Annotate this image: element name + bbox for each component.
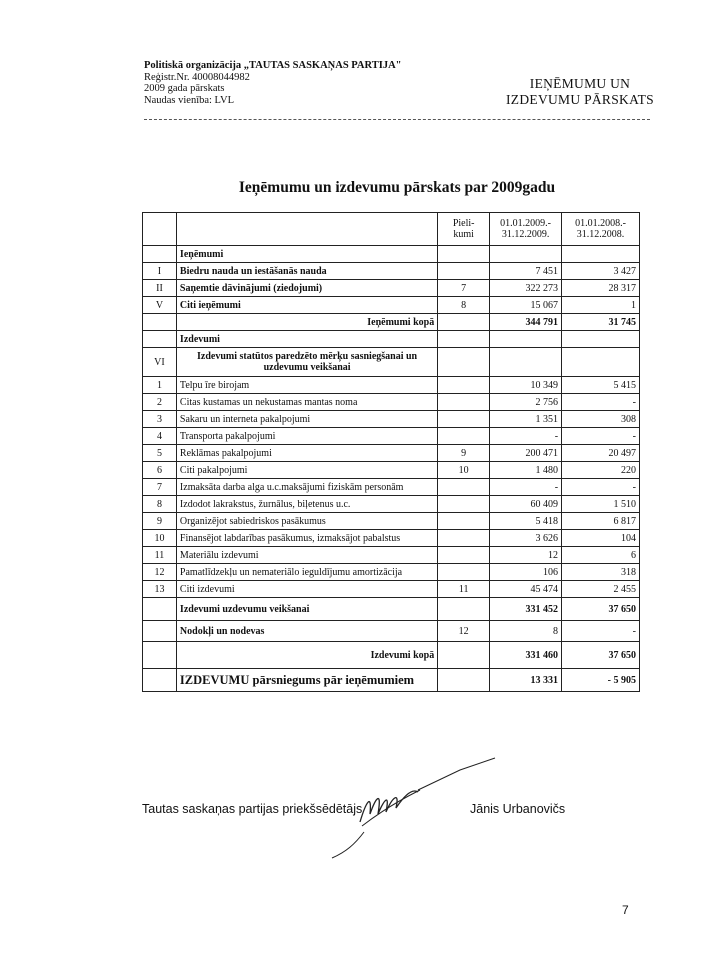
page-title: Ieņēmumu un izdevumu pārskats par 2009gadu	[238, 179, 556, 196]
row-number: 5	[143, 445, 177, 462]
table-row	[143, 428, 640, 445]
row-value-2008: 6 817	[562, 513, 640, 530]
row-note	[438, 669, 490, 692]
row-note	[438, 479, 490, 496]
row-value-2008: 5 415	[562, 377, 640, 394]
row-number: 6	[143, 462, 177, 479]
row-number: VI	[143, 348, 177, 377]
row-number: 7	[143, 479, 177, 496]
table-row	[143, 445, 640, 462]
row-value-2009: 322 273	[490, 280, 562, 297]
row-value-2009: 331 452	[490, 598, 562, 621]
row-value-2009: 1 351	[490, 411, 562, 428]
table-row	[143, 564, 640, 581]
row-value-2009: 1 480	[490, 462, 562, 479]
row-label: Transporta pakalpojumi	[176, 428, 437, 445]
row-value-2008: -	[562, 394, 640, 411]
row-label: Biedru nauda un iestāšanās nauda	[176, 263, 437, 280]
row-value-2009: 7 451	[490, 263, 562, 280]
row-note	[438, 331, 490, 348]
row-note	[438, 564, 490, 581]
row-note	[438, 348, 490, 377]
row-note	[438, 530, 490, 547]
row-value-2009: -	[490, 428, 562, 445]
row-value-2008: 1 510	[562, 496, 640, 513]
row-label: Sakaru un interneta pakalpojumi	[176, 411, 437, 428]
row-note	[438, 598, 490, 621]
row-value-2009: 13 331	[490, 669, 562, 692]
row-number: 8	[143, 496, 177, 513]
table-row	[143, 479, 640, 496]
table-row	[143, 496, 640, 513]
row-value-2008	[562, 246, 640, 263]
page-number: 7	[622, 903, 629, 917]
row-label: Citas kustamas un nekustamas mantas noma	[176, 394, 437, 411]
row-value-2008: 2 455	[562, 581, 640, 598]
row-number: 12	[143, 564, 177, 581]
row-note	[438, 314, 490, 331]
row-value-2008: 6	[562, 547, 640, 564]
row-note	[438, 246, 490, 263]
row-label: Izdevumi	[176, 331, 437, 348]
row-number	[143, 314, 177, 331]
row-value-2009: 344 791	[490, 314, 562, 331]
row-number: 11	[143, 547, 177, 564]
table-row	[143, 530, 640, 547]
row-value-2008: 104	[562, 530, 640, 547]
table-row	[143, 263, 640, 280]
row-label: Pamatlīdzekļu un nemateriālo ieguldījumu amortizācija	[176, 564, 437, 581]
table-row	[143, 331, 640, 348]
row-number: 9	[143, 513, 177, 530]
table-row	[143, 280, 640, 297]
row-number: 10	[143, 530, 177, 547]
row-label: Materiālu izdevumi	[176, 547, 437, 564]
row-note: 7	[438, 280, 490, 297]
row-value-2009: 15 067	[490, 297, 562, 314]
table-header-row	[143, 213, 640, 246]
row-label: Telpu īre birojam	[176, 377, 437, 394]
row-value-2008: 318	[562, 564, 640, 581]
row-label: Finansējot labdarības pasākumus, izmaksājot pabalstus	[176, 530, 437, 547]
row-number: 3	[143, 411, 177, 428]
row-note	[438, 263, 490, 280]
row-note: 9	[438, 445, 490, 462]
row-note	[438, 411, 490, 428]
row-note	[438, 428, 490, 445]
row-label: Citi pakalpojumi	[176, 462, 437, 479]
table-row	[143, 513, 640, 530]
financial-table	[142, 212, 640, 692]
row-note: 8	[438, 297, 490, 314]
table-row	[143, 669, 640, 692]
report-year: 2009 gada pārskats	[144, 83, 225, 94]
row-note	[438, 496, 490, 513]
row-note: 12	[438, 621, 490, 642]
signature-label: Tautas saskaņas partijas priekšsēdētājs	[142, 802, 363, 816]
table-row	[143, 246, 640, 263]
currency: Naudas vienība: LVL	[144, 94, 235, 106]
header-cell-empty	[143, 213, 177, 246]
row-number: 2	[143, 394, 177, 411]
row-label: Izdevumi kopā	[176, 642, 437, 669]
row-label: Izdevumi statūtos paredzēto mērķu sasniegšanai un uzdevumu veikšanai	[176, 348, 437, 377]
col-2008-header: 01.01.2008.- 31.12.2008.	[562, 213, 640, 246]
row-value-2009: 331 460	[490, 642, 562, 669]
row-value-2009: 3 626	[490, 530, 562, 547]
table-row	[143, 462, 640, 479]
row-number	[143, 246, 177, 263]
table-row	[143, 348, 640, 377]
row-note	[438, 642, 490, 669]
row-value-2009: 106	[490, 564, 562, 581]
row-label: Citi ieņēmumi	[176, 297, 437, 314]
row-note: 10	[438, 462, 490, 479]
row-label: Izdodot lakrakstus, žurnālus, biļetenus u.c.	[176, 496, 437, 513]
row-value-2008	[562, 331, 640, 348]
row-value-2008: -	[562, 428, 640, 445]
row-value-2009: -	[490, 479, 562, 496]
row-note	[438, 547, 490, 564]
row-value-2009: 12	[490, 547, 562, 564]
row-value-2008	[562, 348, 640, 377]
table-row	[143, 598, 640, 621]
header-cell-empty	[176, 213, 437, 246]
row-label: Ieņēmumi	[176, 246, 437, 263]
row-label: IZDEVUMU pārsniegums pār ieņēmumiem	[176, 669, 437, 692]
row-note: 11	[438, 581, 490, 598]
table-row	[143, 314, 640, 331]
row-number: II	[143, 280, 177, 297]
row-number: 1	[143, 377, 177, 394]
row-label: Citi izdevumi	[176, 581, 437, 598]
row-value-2008: 308	[562, 411, 640, 428]
table-row	[143, 394, 640, 411]
row-label: Nodokļi un nodevas	[176, 621, 437, 642]
row-note	[438, 394, 490, 411]
row-number: 13	[143, 581, 177, 598]
row-value-2008: 220	[562, 462, 640, 479]
row-value-2009: 2 756	[490, 394, 562, 411]
table-row	[143, 297, 640, 314]
row-label: Izmaksāta darba alga u.c.maksājumi fiziskām personām	[176, 479, 437, 496]
table-row	[143, 581, 640, 598]
row-number: I	[143, 263, 177, 280]
row-value-2009	[490, 348, 562, 377]
row-number	[143, 642, 177, 669]
org-name: Politiskā organizācija „TAUTAS SASKAŅAS PARTIJA"	[144, 60, 402, 71]
row-value-2009: 60 409	[490, 496, 562, 513]
signatory-name: Jānis Urbanovičs	[470, 802, 566, 816]
row-value-2008: 28 317	[562, 280, 640, 297]
row-value-2009: 10 349	[490, 377, 562, 394]
report-type	[480, 76, 680, 108]
row-number: V	[143, 297, 177, 314]
row-number	[143, 331, 177, 348]
row-value-2008: 3 427	[562, 263, 640, 280]
row-value-2009: 200 471	[490, 445, 562, 462]
row-value-2008: 37 650	[562, 642, 640, 669]
row-value-2009	[490, 246, 562, 263]
row-value-2008: 37 650	[562, 598, 640, 621]
row-value-2008: - 5 905	[562, 669, 640, 692]
reg-number: Reģistr.Nr. 40008044982	[144, 71, 250, 83]
header-left	[144, 60, 401, 106]
row-label: Reklāmas pakalpojumi	[176, 445, 437, 462]
row-number	[143, 598, 177, 621]
row-value-2009: 5 418	[490, 513, 562, 530]
header-divider	[144, 119, 650, 120]
table-row	[143, 411, 640, 428]
row-label: Izdevumi uzdevumu veikšanai	[176, 598, 437, 621]
row-label: Organizējot sabiedriskos pasākumus	[176, 513, 437, 530]
table-row	[143, 642, 640, 669]
row-note	[438, 377, 490, 394]
row-value-2008: 31 745	[562, 314, 640, 331]
table-row	[143, 547, 640, 564]
table-row	[143, 377, 640, 394]
row-value-2009: 8	[490, 621, 562, 642]
row-label: Saņemtie dāvinājumi (ziedojumi)	[176, 280, 437, 297]
col-notes-header: Pieli- kumi	[438, 213, 490, 246]
row-note	[438, 513, 490, 530]
row-value-2008: -	[562, 621, 640, 642]
row-label: Ieņēmumi kopā	[176, 314, 437, 331]
row-number	[143, 621, 177, 642]
row-value-2008: -	[562, 479, 640, 496]
row-value-2008: 1	[562, 297, 640, 314]
row-value-2009	[490, 331, 562, 348]
table-row	[143, 621, 640, 642]
row-value-2009: 45 474	[490, 581, 562, 598]
report-type-line2: IZDEVUMU PĀRSKATS	[506, 92, 654, 107]
row-number	[143, 669, 177, 692]
col-2009-header: 01.01.2009.- 31.12.2009.	[490, 213, 562, 246]
report-type-line1: IEŅĒMUMU UN	[529, 76, 631, 91]
row-number: 4	[143, 428, 177, 445]
row-value-2008: 20 497	[562, 445, 640, 462]
